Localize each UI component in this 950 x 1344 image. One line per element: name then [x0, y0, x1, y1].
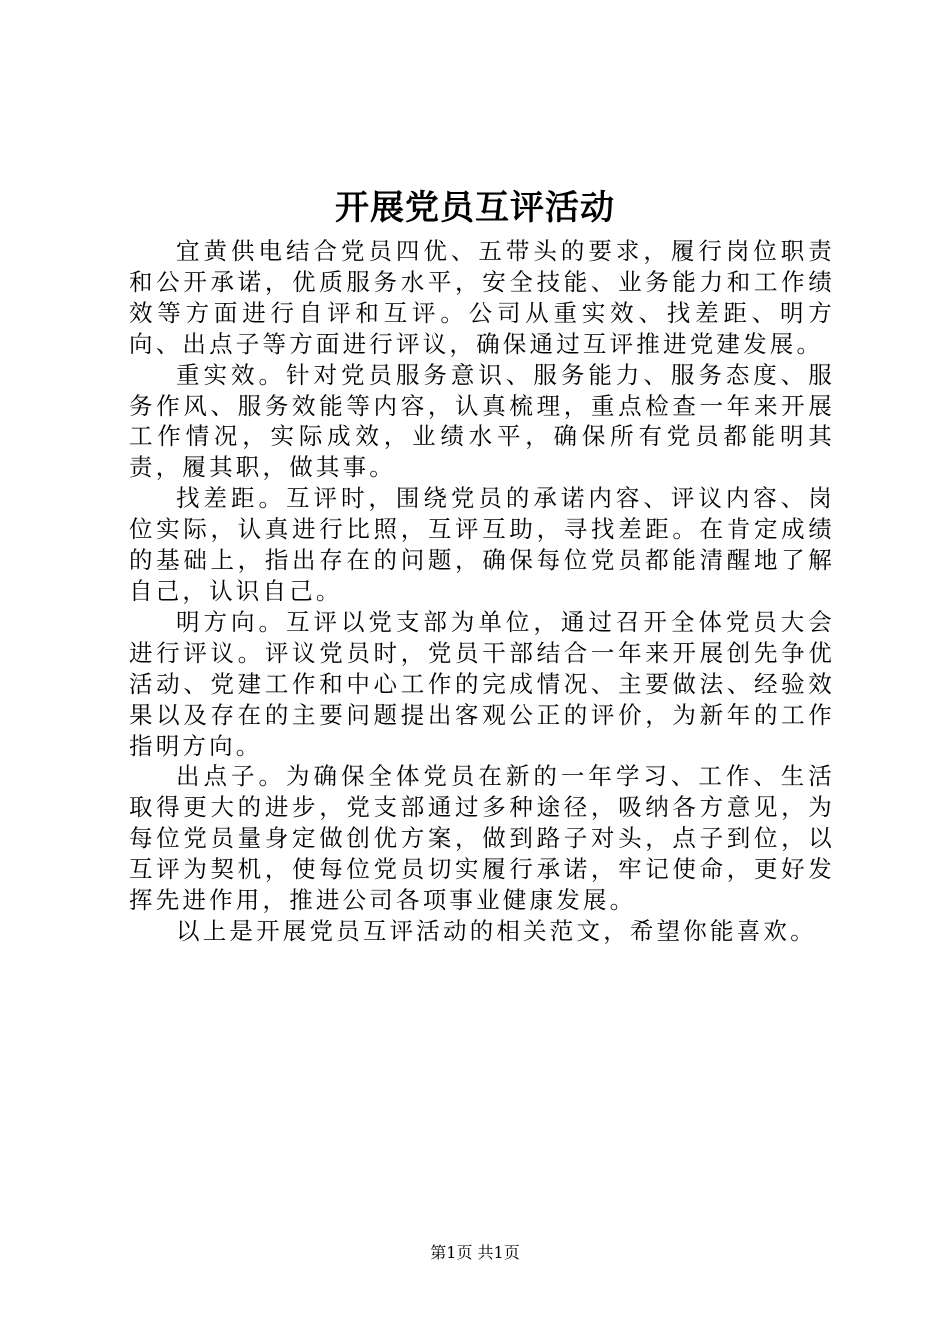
paragraph-focus-results: 重实效。针对党员服务意识、服务能力、服务态度、服务作风、服务效能等内容，认真梳理，重点检查一年来开展工作情况，实际成效，业绩水平，确保所有党员都能明其责，履其职，做其事。	[129, 360, 835, 482]
paragraph-find-gaps: 找差距。互评时，围绕党员的承诺内容、评议内容、岗位实际，认真进行比照，互评互助，寻找差距。在肯定成绩的基础上，指出存在的问题，确保每位党员都能清醒地了解自己，认识自己。	[129, 484, 835, 605]
paragraph-clarify-direction: 明方向。互评以党支部为单位，通过召开全体党员大会进行评议。评议党员时，党员干部结合一年来开展创先争优活动、党建工作和中心工作的完成情况、主要做法、经验效果以及存在的主要问题提出客观公正的评价，为新年的工作指明方向。	[129, 607, 835, 760]
page-number-footer: 第1页 共1页	[430, 1243, 520, 1262]
paragraph-closing: 以上是开展党员互评活动的相关范文，希望你能喜欢。	[176, 916, 817, 945]
document-body	[129, 236, 835, 947]
paragraph-intro: 宜黄供电结合党员四优、五带头的要求，履行岗位职责和公开承诺，优质服务水平，安全技能、业务能力和工作绩效等方面进行自评和互评。公司从重实效、找差距、明方向、出点子等方面进行评议，确保通过互评推进党建发展。	[129, 237, 835, 358]
document-title: 开展党员互评活动	[335, 188, 615, 228]
paragraph-offer-ideas: 出点子。为确保全体党员在新的一年学习、工作、生活取得更大的进步，党支部通过多种途径，吸纳各方意见，为每位党员量身定做创优方案，做到路子对头，点子到位，以互评为契机，使每位党员切实履行承诺，牢记使命，更好发挥先进作用，推进公司各项事业健康发展。	[129, 762, 835, 915]
